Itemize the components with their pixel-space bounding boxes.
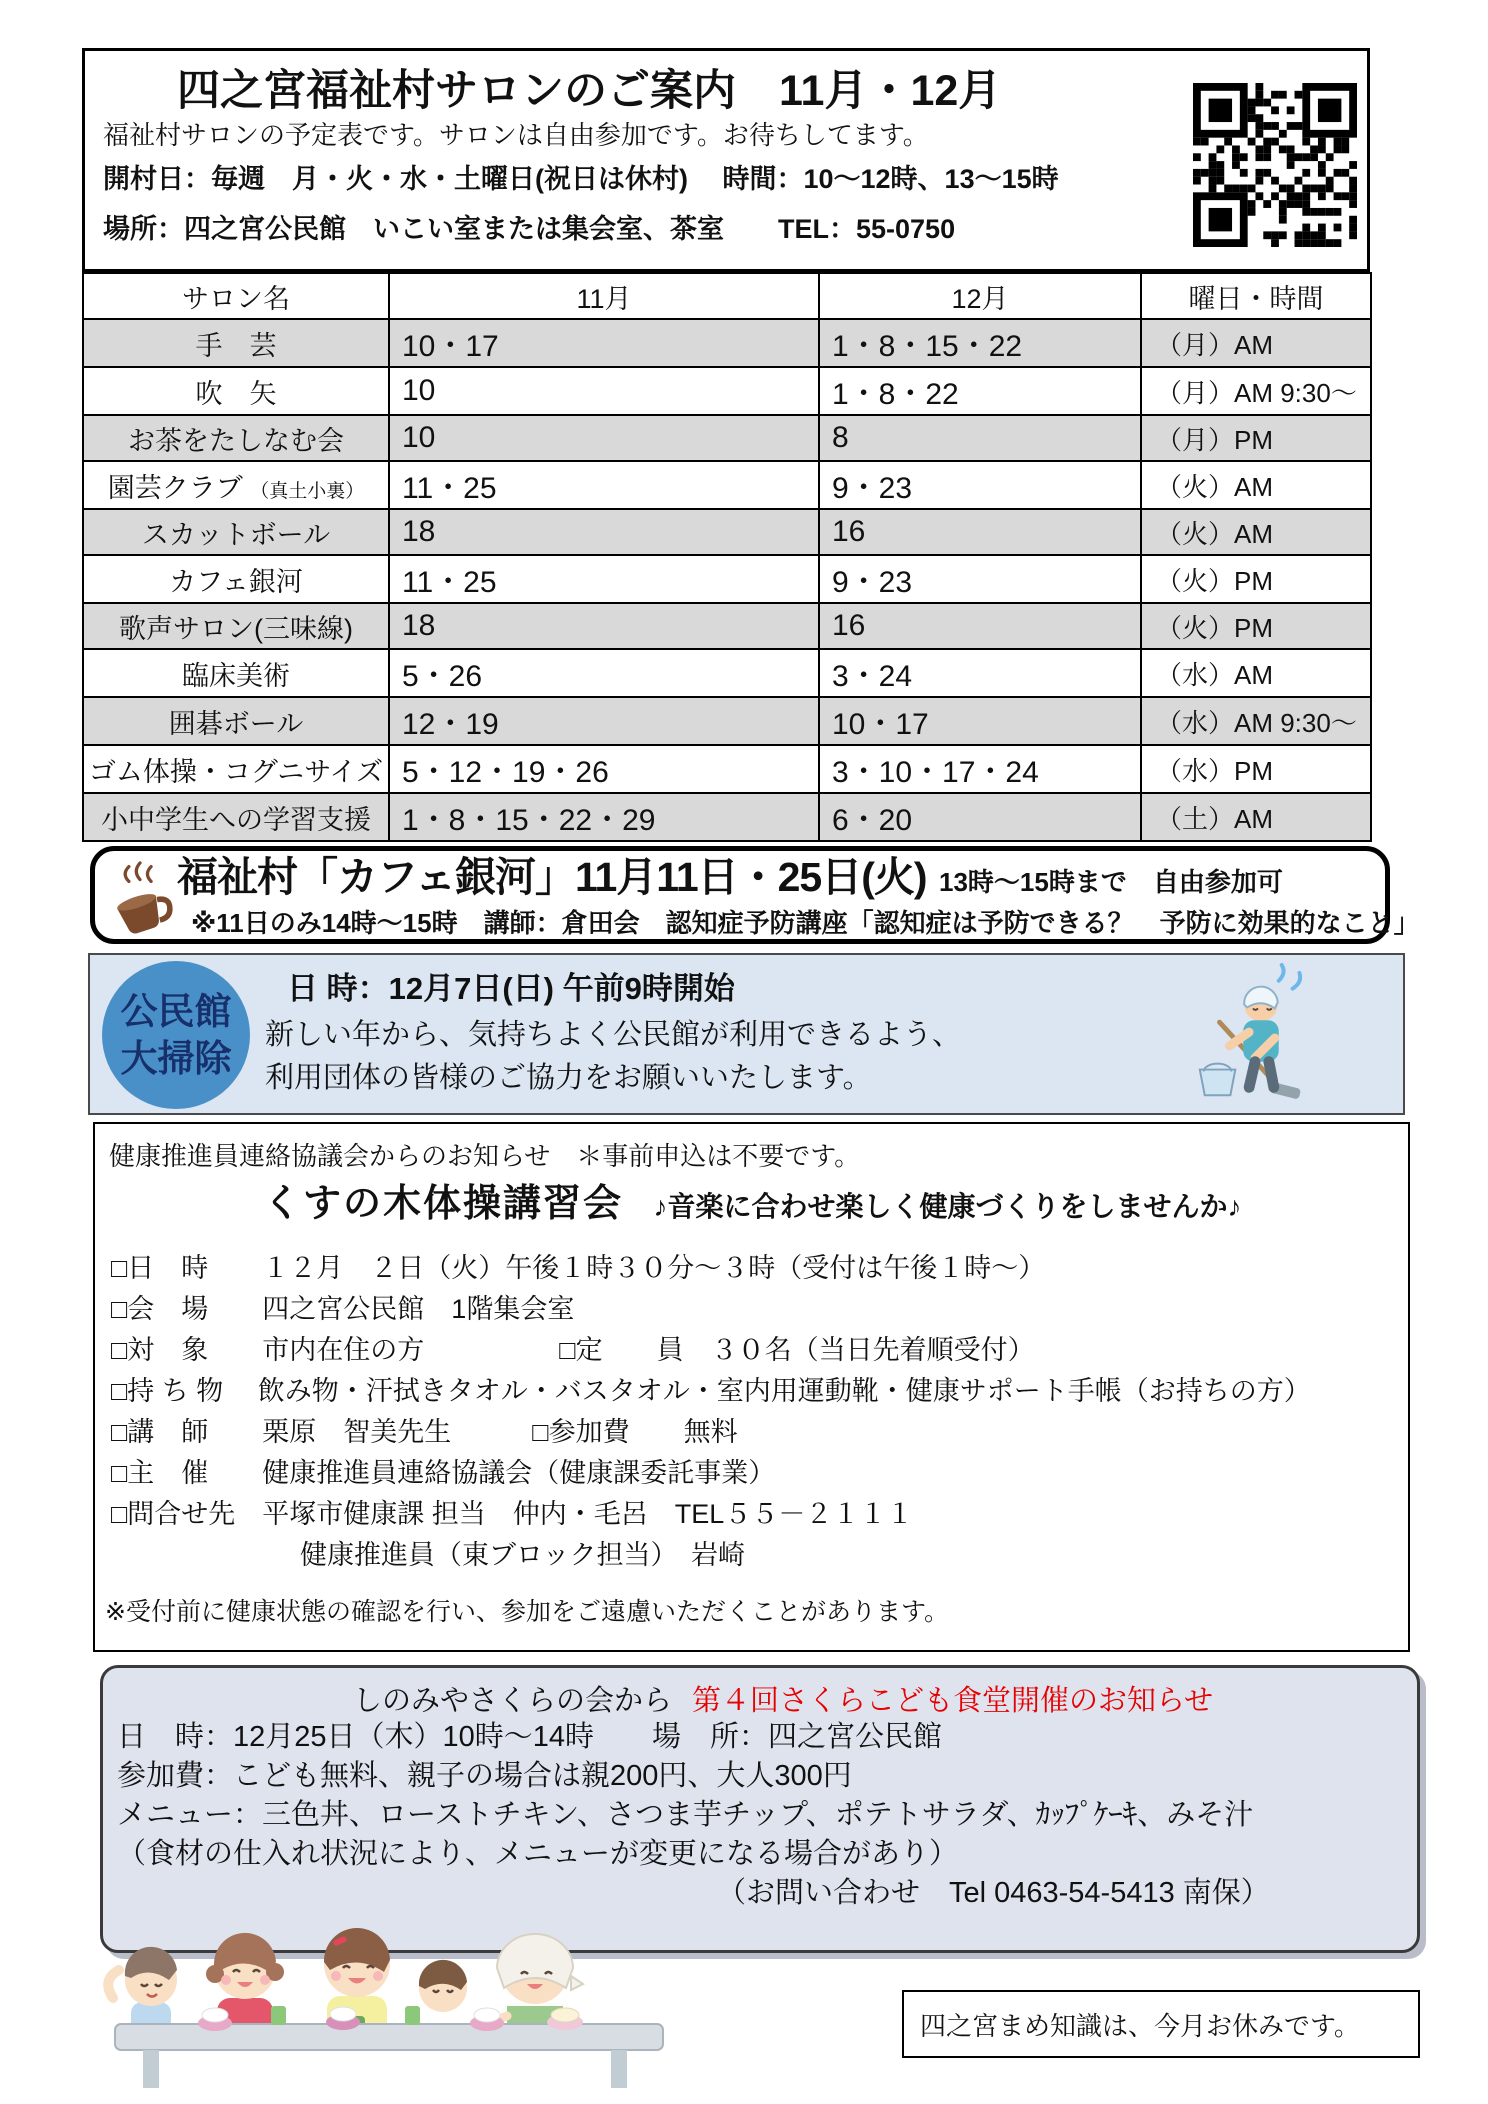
dec-dates: 3・10・17・24: [819, 745, 1141, 793]
salon-name: 臨床美術: [83, 649, 389, 697]
day-time: （火）PM: [1141, 603, 1371, 649]
nov-dates: 18: [389, 509, 819, 555]
salon-name: ゴム体操・コグニサイズ: [83, 745, 389, 793]
salon-name: お茶をたしなむ会: [83, 415, 389, 461]
detail-line: □持 ち 物 飲み物・汗拭きタオル・バスタオル・室内用運動靴・健康サポート手帳（お持ちの方）: [111, 1376, 1311, 1406]
nov-dates: 5・12・19・26: [389, 745, 819, 793]
sakura-header-red: 第４回さくらこども食堂開催のお知らせ: [692, 1685, 1214, 1717]
cleaning-datetime: 日 時：12月7日(日) 午前9時開始: [287, 971, 735, 1006]
cleaning-desc-2: 利用団体の皆様のご協力をお願いいたします。: [265, 1062, 872, 1094]
salon-name: 手 芸: [83, 319, 389, 367]
dec-dates: 16: [819, 603, 1141, 649]
col-december: 12月: [819, 273, 1141, 319]
salon-name: 園芸クラブ （真土小裏）: [83, 461, 389, 509]
col-salon-name: サロン名: [83, 273, 389, 319]
mame-note-box: [902, 1990, 1420, 2058]
day-time: （土）AM: [1141, 793, 1371, 841]
nov-dates: 11・25: [389, 461, 819, 509]
dec-dates: 9・23: [819, 555, 1141, 603]
sakura-header: [353, 1678, 1213, 1719]
nov-dates: 10: [389, 367, 819, 415]
salon-name: スカットボール: [83, 509, 389, 555]
table-row: [83, 649, 1371, 697]
dec-dates: 1・8・22: [819, 367, 1141, 415]
kusunoki-details: [111, 1248, 1311, 1576]
day-time: （火）PM: [1141, 555, 1371, 603]
day-time: （月）AM 9:30～: [1141, 367, 1371, 415]
nov-dates: 12・19: [389, 697, 819, 745]
sakura-header-black: しのみやさくらの会から: [353, 1685, 673, 1717]
cleaning-desc-1: 新しい年から、気持ちよく公民館が利用できるよう、: [265, 1019, 962, 1051]
table-row: [83, 697, 1371, 745]
nov-dates: 10・17: [389, 319, 819, 367]
table-row: [83, 793, 1371, 841]
table-row: [83, 415, 1371, 461]
dec-dates: 9・23: [819, 461, 1141, 509]
salon-name: 小中学生への学習支援: [83, 793, 389, 841]
salon-schedule-table: [82, 272, 1372, 842]
dec-dates: 3・24: [819, 649, 1141, 697]
intro-text: 福祉村サロンの予定表です。サロンは自由参加です。お待ちしてます。: [103, 120, 929, 150]
cafe-ginga-banner: [90, 846, 1420, 944]
table-row: [83, 319, 1371, 367]
dec-dates: 16: [819, 509, 1141, 555]
detail-line: （食材の仕入れ状況により、メニューが変更になる場合があり）: [117, 1838, 959, 1870]
day-time: （月）PM: [1141, 415, 1371, 461]
day-time: （水）AM 9:30～: [1141, 697, 1371, 745]
day-time: （水）AM: [1141, 649, 1371, 697]
table-row: [83, 603, 1371, 649]
header-section: [82, 48, 1370, 272]
col-day-time: 曜日・時間: [1141, 273, 1371, 319]
dec-dates: 10・17: [819, 697, 1141, 745]
kusunoki-subtitle: ♪音楽に合わせ楽しく健康づくりをしませんか♪: [653, 1191, 1242, 1222]
kusunoki-footnote: ※受付前に健康状態の確認を行い、参加をご遠慮いただくことがあります。: [105, 1598, 949, 1626]
detail-line: □主 催 健康推進員連絡協議会（健康課委託事業）: [111, 1458, 776, 1488]
dec-dates: 6・20: [819, 793, 1141, 841]
cleaning-notice: [88, 953, 1405, 1115]
day-time: （火）AM: [1141, 461, 1371, 509]
day-time: （火）AM: [1141, 509, 1371, 555]
table-row: [83, 555, 1371, 603]
children-eating-illustration: [95, 1876, 695, 2091]
detail-line: 健康推進員（東ブロック担当） 岩崎: [111, 1540, 745, 1570]
cleaning-badge: [102, 961, 250, 1109]
dec-dates: 8: [819, 415, 1141, 461]
badge-line-1: 公民館: [120, 991, 232, 1032]
detail-line: 日 時：12月25日（木）10時～14時 場 所：四之宮公民館: [117, 1721, 943, 1753]
cleaning-person-illustration: [1183, 963, 1333, 1111]
detail-line: □問合せ先 平塚市健康課 担当 仲内・毛呂 TEL５５－２１１１: [111, 1499, 914, 1529]
nov-dates: 5・26: [389, 649, 819, 697]
detail-line: 参加費：こども無料、親子の場合は親200円、大人300円: [117, 1760, 852, 1792]
detail-line: □講 師 栗原 智美先生 □参加費 無料: [111, 1417, 738, 1447]
coffee-cup-icon: [103, 857, 177, 941]
day-time: （月）AM: [1141, 319, 1371, 367]
cafe-note: ※11日のみ14時～15時 講師：倉田会 認知症予防講座「認知症は予防できる？ 予防に効果的なこと」: [191, 908, 1420, 938]
sakura-contact: （お問い合わせ Tel 0463-54-5413 南保）: [717, 1877, 1270, 1909]
nov-dates: 1・8・15・22・29: [389, 793, 819, 841]
detail-line: □対 象 市内在住の方 □定 員 ３０名（当日先着順受付）: [111, 1335, 1035, 1365]
dec-dates: 1・8・15・22: [819, 319, 1141, 367]
kusunoki-title-row: [263, 1172, 1241, 1227]
cafe-time: 13時～15時まで 自由参加可: [939, 867, 1283, 897]
kusunoki-title: くすの木体操講習会: [263, 1183, 624, 1225]
table-row: [83, 367, 1371, 415]
col-november: 11月: [389, 273, 819, 319]
cafe-title: 福祉村「カフェ銀河」11月11日・25日(火): [177, 854, 927, 900]
open-days-text: 開村日：毎週 月・火・水・土曜日(祝日は休村) 時間：10～12時、13～15時: [103, 164, 1059, 194]
cleaning-text: [265, 963, 961, 1100]
page-title: 四之宮福祉村サロンのご案内 11月・12月: [177, 67, 1002, 115]
detail-line: □会 場 四之宮公民館 1階集会室: [111, 1294, 575, 1324]
nov-dates: 11・25: [389, 555, 819, 603]
table-row: [83, 509, 1371, 555]
badge-line-2: 大掃除: [120, 1038, 232, 1079]
day-time: （水）PM: [1141, 745, 1371, 793]
nov-dates: 18: [389, 603, 819, 649]
detail-line: メニュー：三色丼、ローストチキン、さつま芋チップ、ポテトサラダ、ｶｯﾌﾟｹｰｷ、みそ汁: [117, 1799, 1254, 1831]
salon-name: 囲碁ボール: [83, 697, 389, 745]
table-row: [83, 461, 1371, 509]
qr-code-icon: [1193, 83, 1357, 247]
salon-name: カフェ銀河: [83, 555, 389, 603]
table-header-row: [83, 273, 1371, 319]
detail-line: □日 時 １２月 ２日（火）午後１時３０分～３時（受付は午後１時～）: [111, 1253, 1046, 1283]
place-text: 場所：四之宮公民館 いこい室または集会室、茶室 TEL：55-0750: [103, 214, 956, 244]
kusunoki-section: [93, 1122, 1410, 1652]
table-row: [83, 745, 1371, 793]
kusunoki-announce: 健康推進員連絡協議会からのお知らせ ＊事前申込は不要です。: [109, 1141, 861, 1171]
mame-note-text: 四之宮まめ知識は、今月お休みです。: [920, 2010, 1360, 2041]
salon-name: 吹 矢: [83, 367, 389, 415]
salon-name: 歌声サロン(三味線): [83, 603, 389, 649]
nov-dates: 10: [389, 415, 819, 461]
